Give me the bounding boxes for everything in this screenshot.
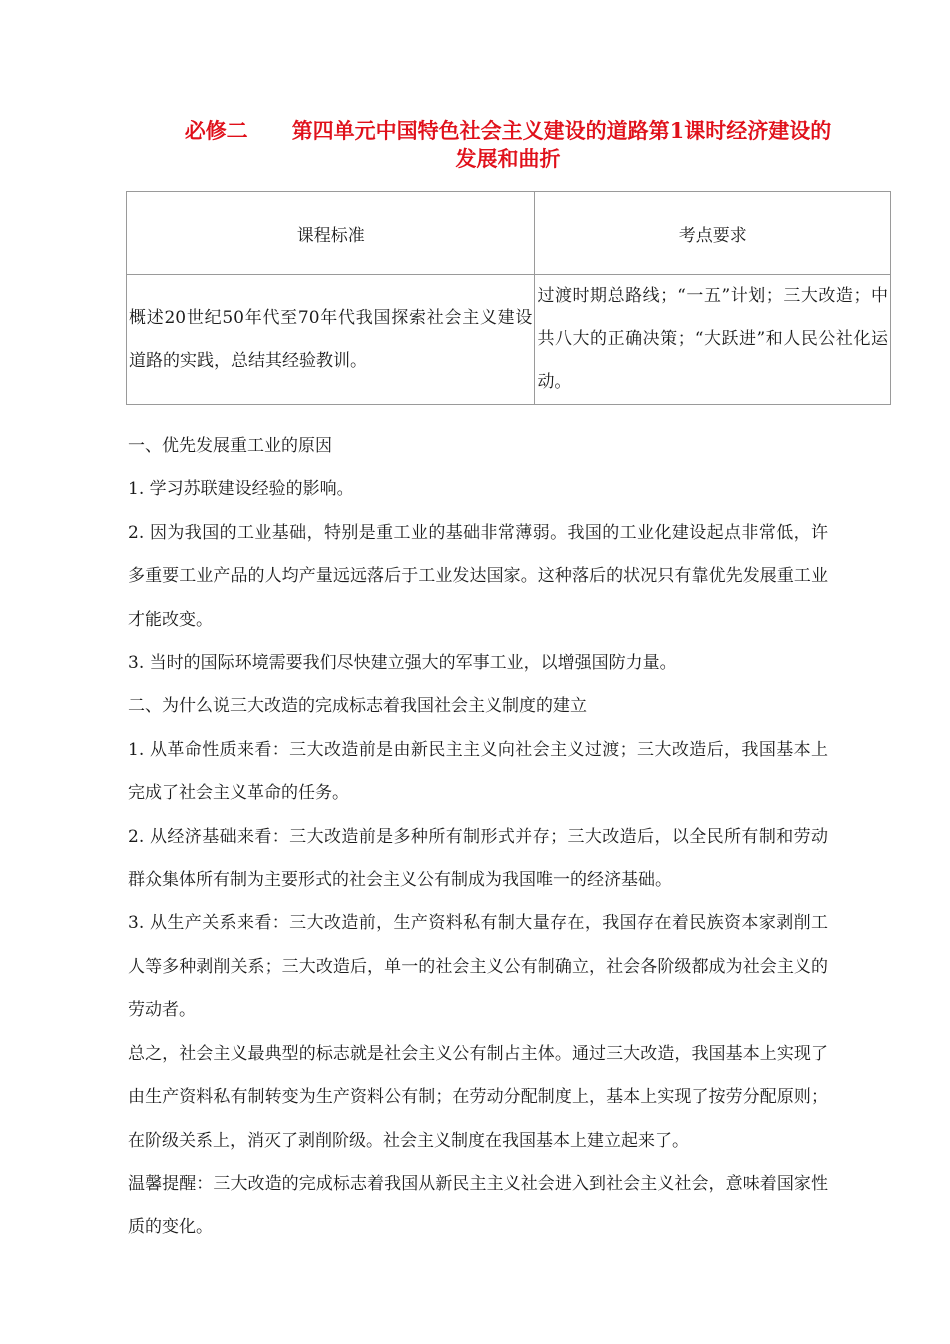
table-cell — [535, 275, 891, 405]
curriculum-table — [126, 191, 891, 405]
table-row — [127, 275, 891, 405]
paragraph: 3. 从生产关系来看：三大改造前，生产资料私有制大量存在，我国存在着民族资本家剥削工人等多种剥削关系；三大改造后，单一的社会主义公有制确立，社会各阶级都成为社会主义的劳动者。 — [128, 913, 828, 1021]
title-line-2: 发展和曲折 — [455, 146, 561, 171]
table-cell — [127, 275, 535, 405]
document-body — [128, 425, 828, 1250]
table-header-cell: 考点要求 — [535, 192, 891, 275]
table-cell-text: 过渡时期总路线；“一五”计划；三大改造；中共八大的正确决策；“大跃进”和人民公社化运动。 — [537, 286, 888, 392]
title-line-1 — [126, 116, 890, 146]
table-cell-text: 概述20世纪50年代至70年代我国探索社会主义建设道路的实践，总结其经验教训。 — [129, 307, 533, 371]
heading-2: 二、为什么说三大改造的完成标志着我国社会主义制度的建立 — [128, 696, 587, 717]
summary-paragraph: 总之，社会主义最典型的标志就是社会主义公有制占主体。通过三大改造，我国基本上实现了由生产资料私有制转变为生产资料公有制；在劳动分配制度上，基本上实现了按劳分配原则；在阶级关系上，消灭了剥削阶级。社会主义制度在我国基本上建立起来了。 — [128, 1043, 828, 1151]
heading-1: 一、优先发展重工业的原因 — [128, 436, 332, 456]
table-header-cell: 课程标准 — [127, 192, 535, 275]
tip-paragraph: 温馨提醒：三大改造的完成标志着我国从新民主主义社会进入到社会主义社会，意味着国家性质的变化。 — [128, 1173, 828, 1238]
title-prefix: 必修二 — [184, 118, 248, 143]
paragraph: 2. 从经济基础来看：三大改造前是多种所有制形式并存；三大改造后，以全民所有制和劳动群众集体所有制为主要形式的社会主义公有制成为我国唯一的经济基础。 — [128, 826, 828, 891]
paragraph: 1. 从革命性质来看：三大改造前是由新民主主义向社会主义过渡；三大改造后，我国基本上完成了社会主义革命的任务。 — [128, 739, 828, 804]
paragraph: 2. 因为我国的工业基础，特别是重工业的基础非常薄弱。我国的工业化建设起点非常低，许多重要工业产品的人均产量远远落后于工业发达国家。这种落后的状况只有靠优先发展重工业才能改变。 — [128, 522, 828, 630]
paragraph: 1. 学习苏联建设经验的影响。 — [128, 479, 354, 500]
table-header-row — [127, 192, 891, 275]
title-main: 第四单元中国特色社会主义建设的道路第1课时经济建设的 — [291, 118, 832, 143]
paragraph: 3. 当时的国际环境需要我们尽快建立强大的军事工业，以增强国防力量。 — [128, 653, 677, 674]
